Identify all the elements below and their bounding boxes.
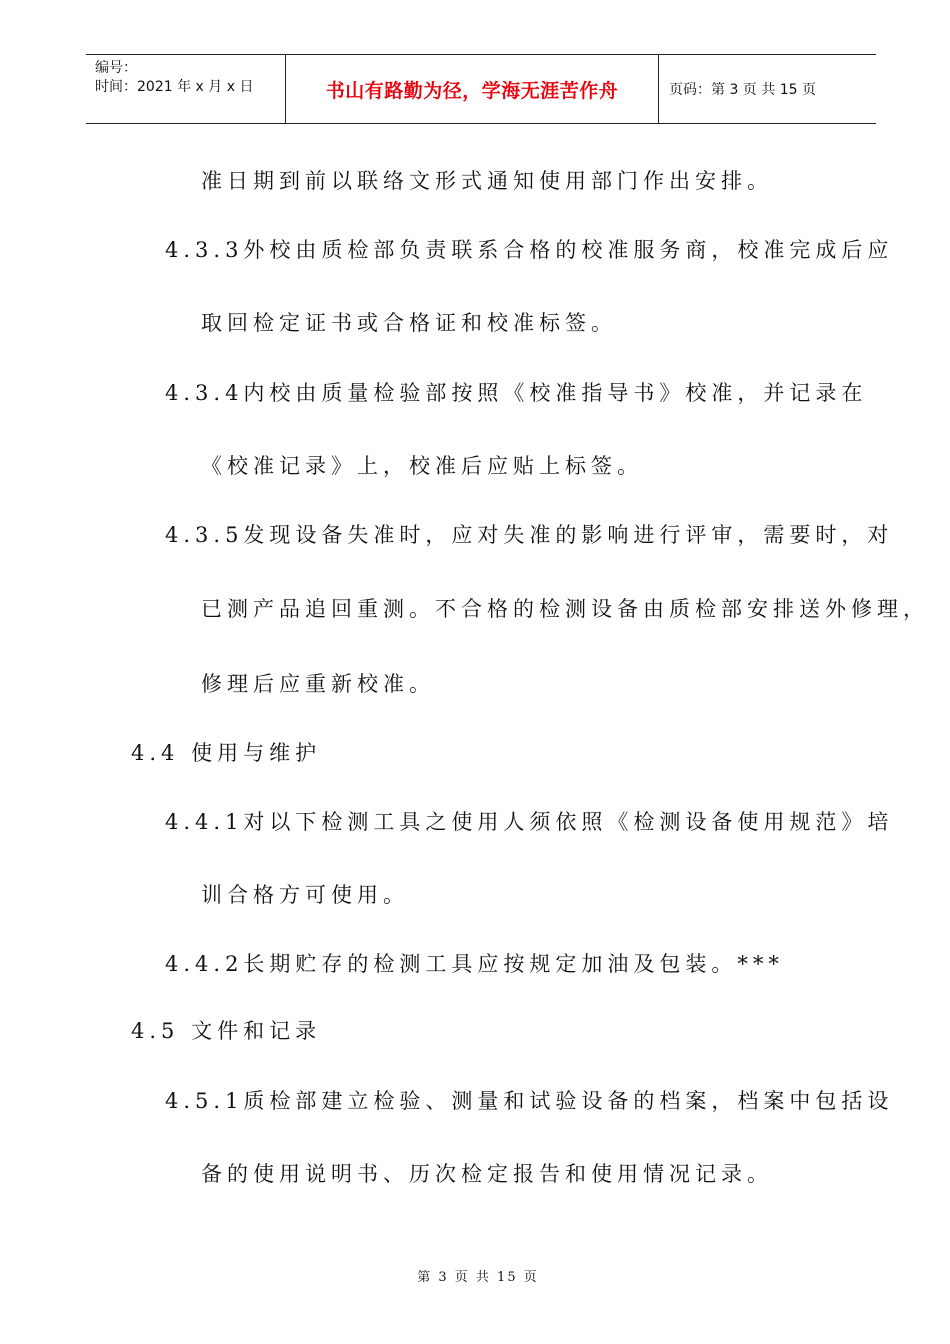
header-meta (86, 55, 286, 123)
clause-4-4-1: 4.4.1对以下检测工具之使用人须依照《检测设备使用规范》培 (165, 810, 894, 834)
section-heading-4-5: 4.5 文件和记录 (131, 1019, 322, 1043)
clause-4-3-5: 4.3.5发现设备失准时，应对失准的影响进行评审，需要时，对 (165, 523, 894, 547)
page-header (86, 54, 876, 124)
body-line: 《校准记录》上，校准后应贴上标签。 (201, 454, 643, 478)
clause-4-5-1: 4.5.1质检部建立检验、测量和试验设备的档案，档案中包括设 (165, 1089, 894, 1113)
clause-4-3-3: 4.3.3外校由质检部负责联系合格的校准服务商，校准完成后应 (165, 238, 894, 262)
section-heading-4-4: 4.4 使用与维护 (131, 741, 322, 765)
clause-4-4-2: 4.4.2长期贮存的检测工具应按规定加油及包装。*** (165, 952, 784, 976)
document-number-label: 编号： (95, 60, 137, 76)
header-page-label: 页码：第 3 页 共 15 页 (669, 82, 816, 98)
body-line: 修理后应重新校准。 (201, 672, 435, 696)
clause-4-3-4: 4.3.4内校由质量检验部按照《校准指导书》校准，并记录在 (165, 381, 868, 405)
body-line: 取回检定证书或合格证和校准标签。 (201, 311, 617, 335)
page-footer: 第 3 页 共 15 页 (417, 1270, 539, 1285)
body-line: 已测产品追回重测。不合格的检测设备由质检部安排送外修理， (201, 597, 929, 621)
body-line: 备的使用说明书、历次检定报告和使用情况记录。 (201, 1162, 773, 1186)
header-motto: 书山有路勤为径，学海无涯苦作舟 (286, 55, 659, 123)
document-time-label: 时间：2021 年 x 月 x 日 (95, 79, 254, 95)
body-line: 准日期到前以联络文形式通知使用部门作出安排。 (201, 169, 773, 193)
body-line: 训合格方可使用。 (201, 883, 409, 907)
